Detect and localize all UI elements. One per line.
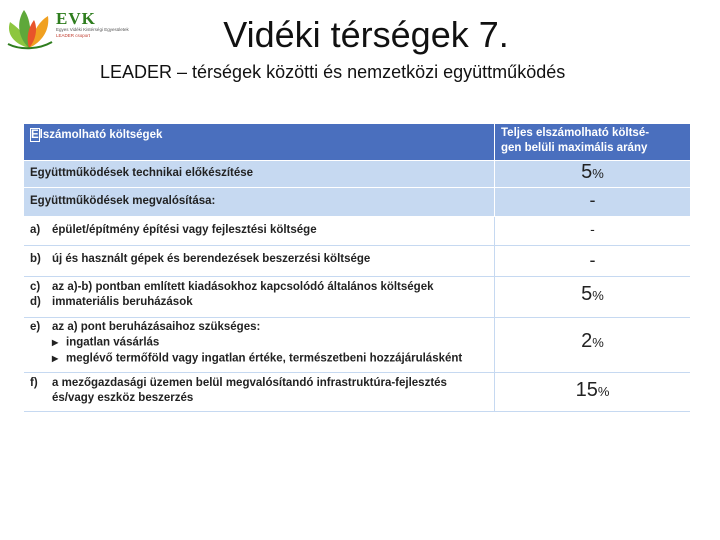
row-rate bbox=[494, 318, 690, 372]
row-rate bbox=[494, 188, 690, 216]
row-rate bbox=[494, 161, 690, 187]
table-row bbox=[24, 318, 690, 373]
rate-percent: % bbox=[597, 384, 610, 399]
row-prefix: c) bbox=[30, 281, 41, 293]
rate-percent: % bbox=[592, 166, 604, 181]
rate-value: 5 bbox=[581, 161, 593, 183]
header-col2-line2: gen belüli maximális arány bbox=[501, 142, 648, 154]
logo-tagline: LEADER csoport bbox=[56, 33, 91, 38]
rate-dash: - bbox=[589, 190, 596, 210]
row-sub-label: ingatlan vásárlás bbox=[66, 336, 160, 349]
header-col1-text: lszámolható költségek bbox=[39, 129, 163, 141]
row-prefix: f) bbox=[30, 377, 38, 389]
table-row bbox=[24, 161, 690, 188]
rate-value: 2 bbox=[581, 330, 593, 352]
row-label: a mezőgazdasági üzemen belül megvalósítandó infrastruktúra-fejlesztés bbox=[52, 377, 447, 389]
row-rate bbox=[494, 217, 690, 245]
row-prefix: e) bbox=[30, 321, 41, 333]
row-label-wrap bbox=[24, 246, 494, 276]
row-label: immateriális beruházások bbox=[52, 296, 193, 308]
triangle-bullet-icon: ▶ bbox=[52, 338, 59, 347]
row-rate bbox=[494, 246, 690, 276]
table-row bbox=[24, 188, 690, 217]
rate-dash: - bbox=[590, 221, 595, 237]
rate-percent: % bbox=[592, 288, 604, 303]
row-prefix: b) bbox=[30, 253, 41, 265]
row-label: Együttműködések technikai előkészítése bbox=[24, 161, 494, 187]
table-header-row bbox=[24, 124, 690, 161]
row-label: Együttműködések megvalósítása: bbox=[24, 188, 494, 216]
logo-title: EVK bbox=[56, 9, 96, 28]
slide-subtitle: LEADER – térségek közötti és nemzetközi együttműködés bbox=[100, 62, 566, 82]
table-row bbox=[24, 217, 690, 246]
slide-title: Vidéki térségek 7. bbox=[223, 14, 509, 55]
header-eligible-costs bbox=[24, 124, 494, 160]
header-col2-line1: Teljes elszámolható költsé- bbox=[501, 127, 650, 139]
row-rate bbox=[494, 277, 690, 317]
header-max-rate bbox=[494, 124, 690, 160]
logo-subtitle: Egyes Vidéki Kistérségi Egyesületek bbox=[56, 27, 129, 32]
row-label-wrap bbox=[24, 318, 494, 372]
row-label-wrap bbox=[24, 217, 494, 245]
rate-percent: % bbox=[592, 335, 604, 350]
table-row bbox=[24, 277, 690, 318]
row-prefix: a) bbox=[30, 224, 41, 236]
cost-table bbox=[24, 124, 690, 412]
rate-value: 15 bbox=[575, 379, 598, 401]
row-rate bbox=[494, 373, 690, 411]
row-label-line2: és/vagy eszköz beszerzés bbox=[52, 392, 194, 404]
row-prefix: d) bbox=[30, 296, 41, 308]
row-label-wrap bbox=[24, 277, 494, 317]
row-label-wrap bbox=[24, 373, 494, 411]
table-row bbox=[24, 373, 690, 412]
rate-value: 5 bbox=[581, 283, 593, 305]
header-first-letter: E bbox=[31, 129, 39, 141]
triangle-bullet-icon: ▶ bbox=[52, 353, 59, 363]
row-label: új és használt gépek és berendezések beszerzési költsége bbox=[52, 253, 371, 265]
row-label: az a) pont beruházásaihoz szükséges: bbox=[52, 321, 261, 333]
row-label: épület/építmény építési vagy fejlesztési költsége bbox=[52, 224, 317, 236]
table-row bbox=[24, 246, 690, 277]
row-sub-label: meglévő termőföld vagy ingatlan értéke, természetbeni hozzájárulásként bbox=[66, 352, 463, 365]
row-label: az a)-b) pontban említett kiadásokhoz kapcsolódó általános költségek bbox=[52, 281, 434, 293]
rate-dash: - bbox=[589, 250, 596, 270]
